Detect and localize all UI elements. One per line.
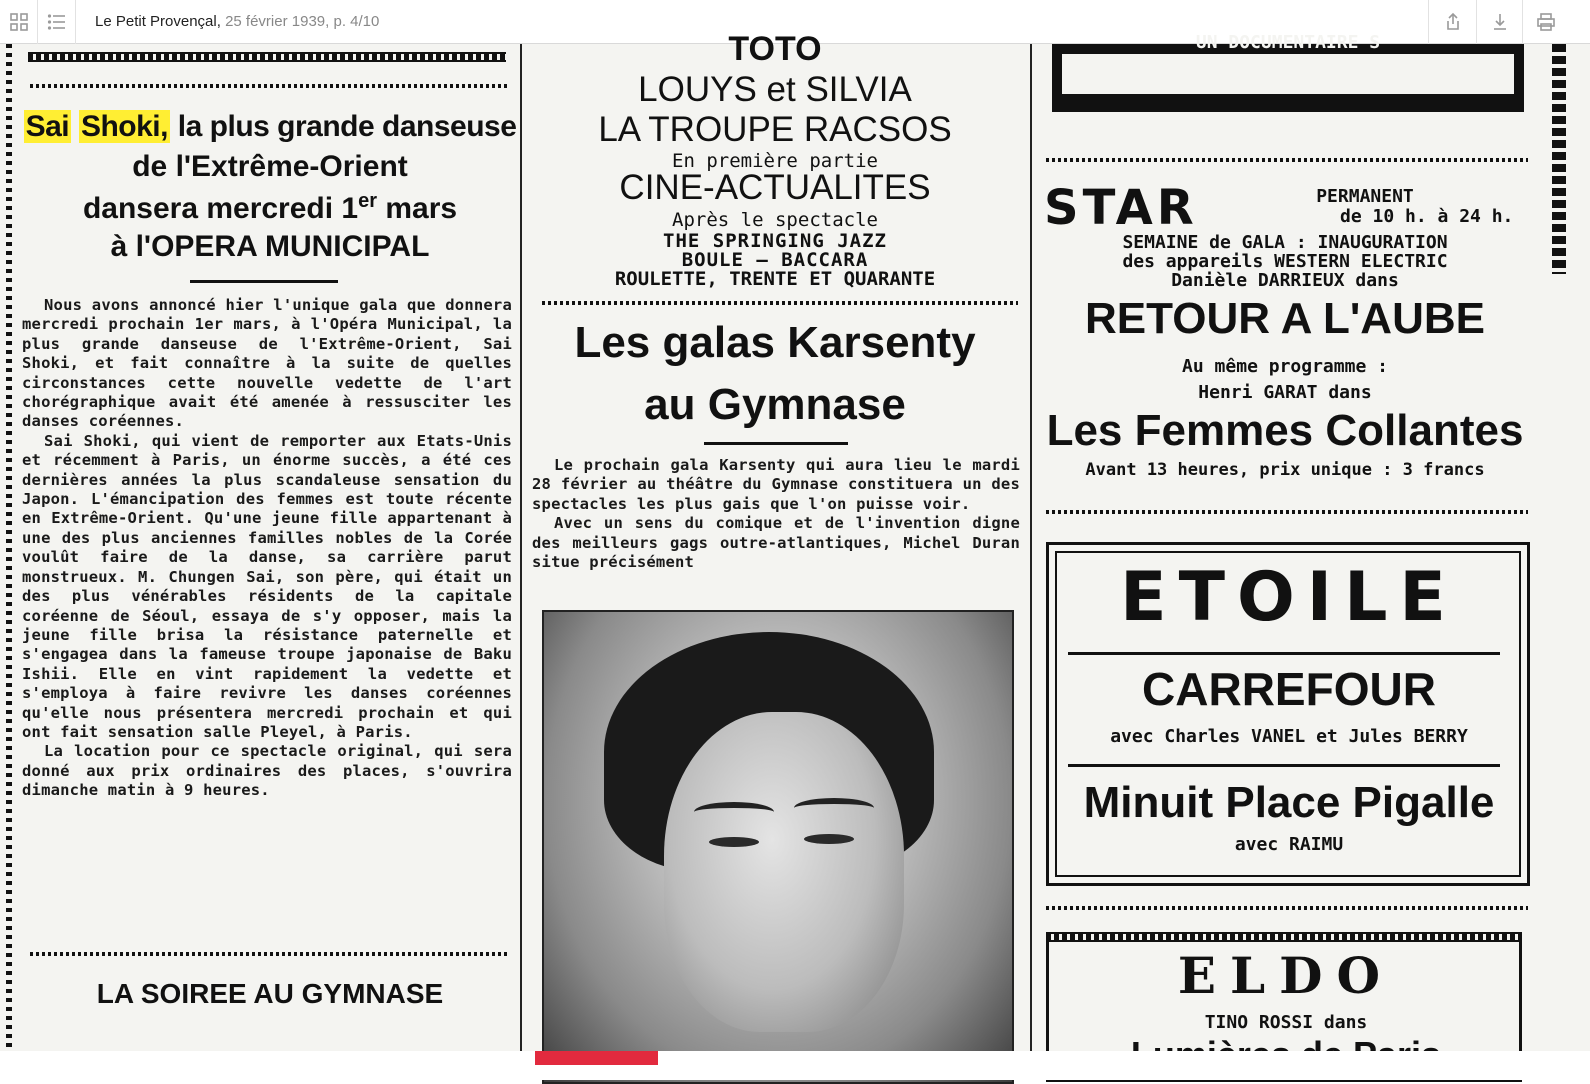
film-title: CARREFOUR <box>1142 663 1436 715</box>
face-shape <box>664 712 904 1032</box>
ad-line: ROULETTE, TRENTE ET QUARANTE <box>614 268 936 290</box>
grid-view-icon <box>9 12 29 32</box>
headline-line <box>20 190 520 226</box>
column-rule <box>1030 44 1032 1066</box>
headline-text: dansera mercredi 1 <box>82 192 359 225</box>
ad-line: SEMAINE de GALA : INAUGURATION <box>1122 232 1448 253</box>
headline-text: la plus grande danseuse <box>169 110 517 143</box>
cinema-hours: de 10 h. à 24 h. <box>1340 206 1514 227</box>
cinema-name-etoile: ETOILE <box>1120 558 1458 637</box>
ad-partial-line: UN DOCUMENTAIRE S <box>1195 32 1381 53</box>
ad-line: TINO ROSSI dans <box>1204 1012 1368 1033</box>
document-viewer[interactable] <box>0 30 1590 1066</box>
right-edge-ornament <box>1552 44 1566 274</box>
ad-line: Au même programme : <box>1182 356 1388 377</box>
list-view-button[interactable] <box>38 0 76 44</box>
film-title: Les Femmes Collantes <box>1046 406 1524 455</box>
article-paragraph: Le prochain gala Karsenty qui aura lieu le mardi 28 février au théâtre du Gymnase constituera un des spectacles les plus gais que l'on puisse voir. <box>532 456 1020 513</box>
newspaper-page <box>0 30 1590 1066</box>
headline-text: mars <box>377 192 458 225</box>
cinema-name-star: STAR <box>1044 180 1198 236</box>
portrait-photo <box>542 610 1014 1084</box>
ad-line: En première partie <box>672 150 878 172</box>
left-border-ornament <box>6 44 12 1066</box>
headline-superscript: er <box>358 190 377 212</box>
ad-line: des appareils WESTERN ELECTRIC <box>1122 251 1448 272</box>
share-icon <box>1443 12 1463 32</box>
film-title: RETOUR A L'AUBE <box>1085 294 1485 343</box>
wavy-rule <box>30 952 510 956</box>
print-icon <box>1536 12 1556 32</box>
ad-rule <box>1068 764 1500 767</box>
download-icon <box>1490 12 1510 32</box>
brow-shape <box>694 802 774 822</box>
ad-line: LOUYS et SILVIA <box>638 70 912 109</box>
brow-shape <box>794 798 874 818</box>
article-paragraph: Avec un sens du comique et de l'invention digne des meilleurs gags outre-atlantiques, Michel Duran situe précisément <box>532 514 1020 572</box>
ad-line: Henri GARAT dans <box>1198 382 1372 403</box>
page-scroll-indicator[interactable] <box>535 1051 658 1065</box>
ad-line: Avant 13 heures, prix unique : 3 francs <box>1085 460 1485 480</box>
wavy-rule <box>1046 158 1528 162</box>
article-headline: au Gymnase <box>644 380 906 429</box>
ad-box-inner <box>1062 54 1514 94</box>
headline-rule <box>190 280 338 283</box>
ornament-bar <box>28 52 506 62</box>
ad-line: Après le spectacle <box>672 209 878 231</box>
film-cast: avec Charles VANEL et Jules BERRY <box>1110 726 1468 747</box>
article-body <box>22 296 512 801</box>
eye-shape <box>709 837 759 847</box>
search-highlight: Shoki, <box>80 110 168 143</box>
article-paragraph: Nous avons annoncé hier l'unique gala que donnera mercredi prochain 1er mars, à l'Opéra Municipal, la plus grande danseuse de l'Extrême-Orient, Sai Shoki, et fait connaître à la suite de quelles circonstances cette nouvelle vedette de l'art chorégraphique avait été amenée à ressusciter les danses coréennes. <box>22 296 512 431</box>
document-date-page: 25 février 1939, p. 4/10 <box>220 13 380 30</box>
article-headline: Les galas Karsenty <box>574 318 976 367</box>
cinema-name-eldo: ELDO <box>1177 946 1395 1005</box>
ad-partial-line: TOTO <box>728 30 822 68</box>
ad-rule <box>1068 652 1500 655</box>
ad-dark-box <box>1052 32 1524 112</box>
cinema-hours: PERMANENT <box>1316 186 1414 207</box>
document-title <box>95 13 379 30</box>
wavy-rule <box>1046 906 1528 910</box>
ornament-bar <box>1046 932 1522 942</box>
print-button[interactable] <box>1522 0 1568 44</box>
ad-line: BOULE — BACCARA <box>681 249 869 271</box>
wavy-rule <box>542 301 1018 305</box>
ad-line: THE SPRINGING JAZZ <box>663 230 887 252</box>
bottom-bar <box>0 1051 1590 1080</box>
grid-view-button[interactable] <box>0 0 38 44</box>
ad-line: LA TROUPE RACSOS <box>598 110 952 149</box>
eye-shape <box>804 834 854 844</box>
headline-line: de l'Extrême-Orient <box>132 150 408 183</box>
wavy-rule <box>1046 510 1528 514</box>
ad-line: Danièle DARRIEUX dans <box>1171 270 1399 291</box>
article-paragraph: Sai Shoki, qui vient de remporter aux Etats-Unis et récemment à Paris, un énorme succès, a été ces dernières années la plus scandaleuse sensation du Japon. L'émancipation des femmes est toute récente en Extrême-Orient. Qu'une jeune fille appartenant à une des plus anciennes familles nobles de la Corée voulût faire de la danse, sa carrière parut monstrueux. M. Chungen Sai, son père, qui était un des plus vénérables résidents de la capitale coréenne de Séoul, essaya de s'y opposer, mais la jeune fille brisa la résistance paternelle et s'engagea dans la fameuse troupe japonaise de Baku Ishii. Elle en vint rapidement la vedette et s'employa à faire revivre les danses coréennes qu'elle nous présentera mercredi prochain et qui ont fait sensation salle Pleyel, à Paris. <box>22 431 512 741</box>
film-title: Minuit Place Pigalle <box>1083 778 1495 827</box>
article-headline <box>20 110 520 144</box>
article-body <box>532 456 1020 572</box>
film-cast: avec RAIMU <box>1234 834 1344 855</box>
article-paragraph: La location pour ce spectacle original, qui sera donné aux prix ordinaires des places, s'ouvrira dimanche matin à 9 heures. <box>22 742 512 800</box>
list-view-icon <box>47 12 67 32</box>
document-name: Le Petit Provençal, <box>95 13 221 30</box>
wavy-rule <box>30 84 508 88</box>
headline-rule <box>704 442 848 445</box>
search-highlight: Sai <box>25 110 70 143</box>
section-subhead: LA SOIREE AU GYMNASE <box>96 978 444 1009</box>
headline-line: à l'OPERA MUNICIPAL <box>110 230 430 263</box>
ad-line: CINE-ACTUALITES <box>619 168 931 207</box>
column-rule <box>520 44 522 1066</box>
